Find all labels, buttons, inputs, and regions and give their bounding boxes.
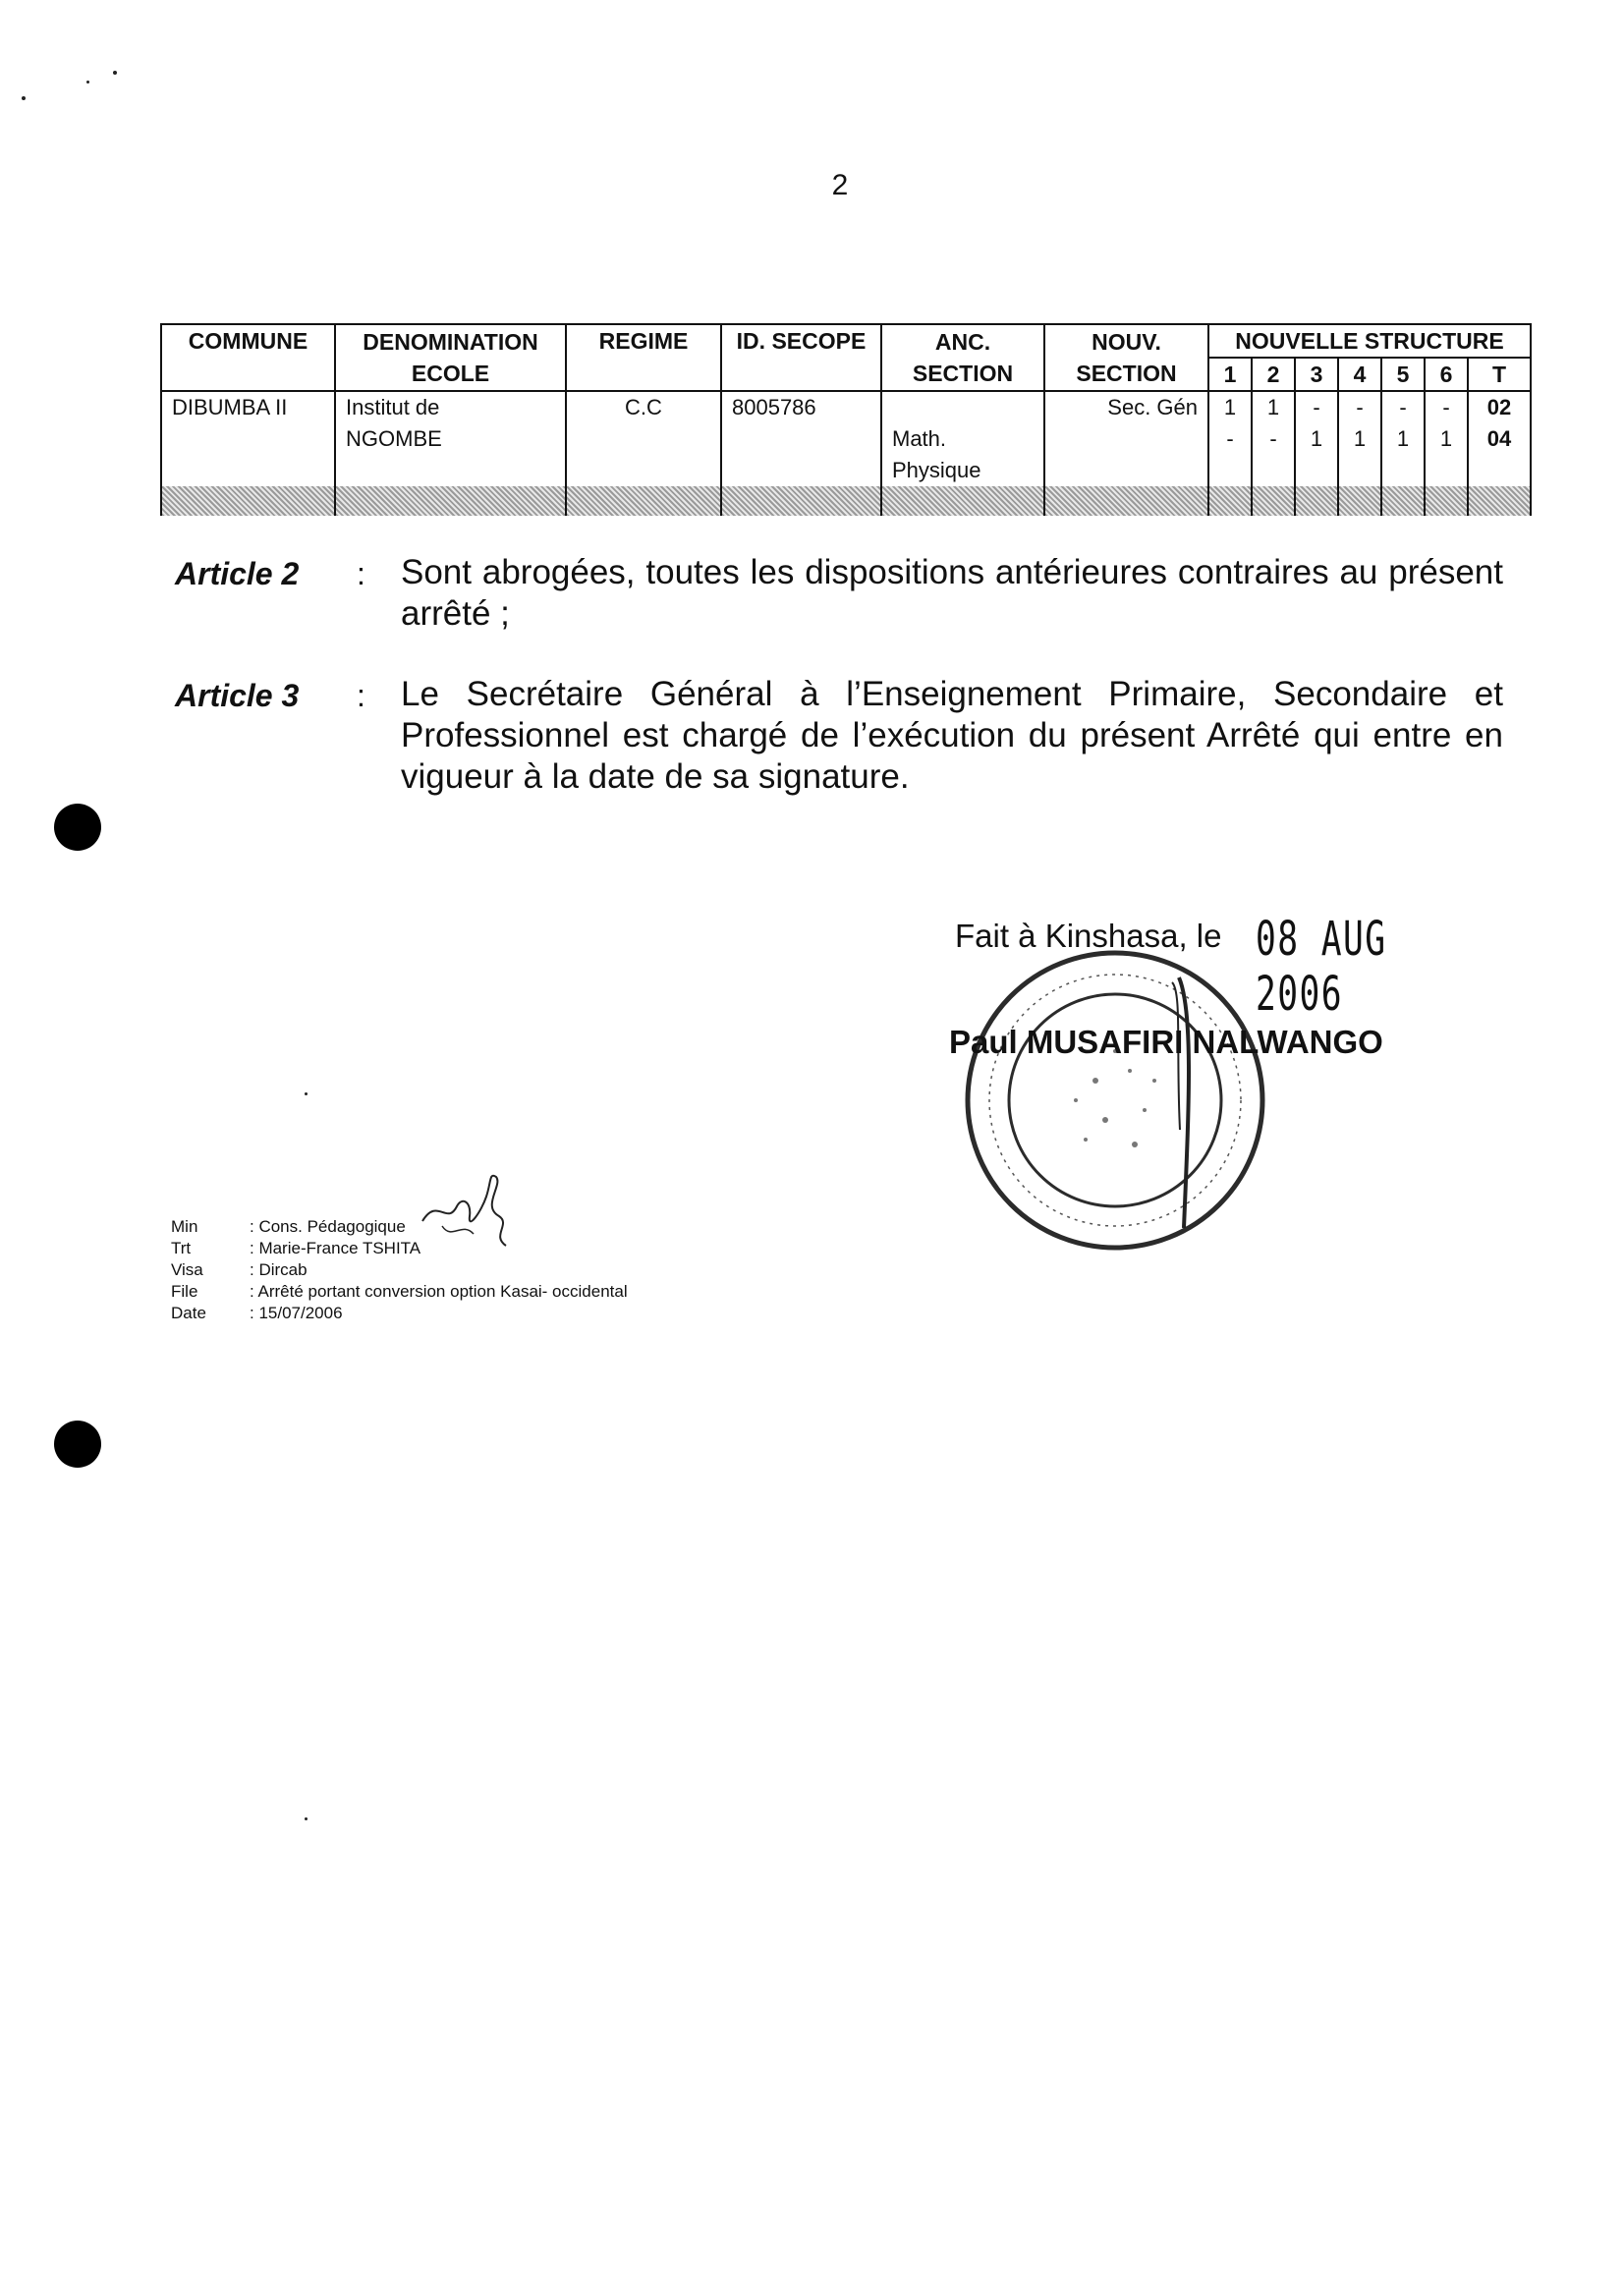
header-commune: COMMUNE xyxy=(161,324,335,391)
signature-block xyxy=(943,904,1533,1277)
scan-speck xyxy=(86,81,89,84)
date-stamp: 08 AUG 2006 xyxy=(1256,912,1387,1022)
cell-struct-total: 02 04 xyxy=(1468,391,1531,486)
header-nouvelle-structure: NOUVELLE STRUCTURE xyxy=(1208,324,1531,358)
header-anc-section: ANC. SECTION xyxy=(881,324,1044,391)
place-date-line: Fait à Kinshasa, le xyxy=(955,918,1222,954)
scan-speck xyxy=(22,96,26,100)
header-nouv-section: NOUV. SECTION xyxy=(1044,324,1208,391)
table-row xyxy=(161,391,1531,486)
page-number: 2 xyxy=(831,169,849,201)
ref-row: File : Arrêté portant conversion option Kasai- occidental xyxy=(171,1282,628,1301)
header-regime: REGIME xyxy=(566,324,721,391)
cell-denomination: Institut de NGOMBE xyxy=(335,391,566,486)
header-col-6: 6 xyxy=(1425,358,1468,391)
cell-id-secope: 8005786 xyxy=(721,391,881,486)
header-id-secope: ID. SECOPE xyxy=(721,324,881,391)
punch-hole-bottom xyxy=(54,1421,101,1468)
scan-speck xyxy=(305,1817,308,1820)
cell-struct-6: - 1 xyxy=(1425,391,1468,486)
cell-anc-section: Math. Physique xyxy=(881,391,1044,486)
cell-struct-1: 1 - xyxy=(1208,391,1252,486)
school-structure-table xyxy=(160,323,1532,516)
cell-struct-5: - 1 xyxy=(1381,391,1425,486)
shaded-total-row xyxy=(161,486,1531,516)
article-label: Article 3 xyxy=(175,678,300,713)
official-seal-icon xyxy=(948,933,1282,1267)
signer-name: Paul MUSAFIRI NALWANGO xyxy=(949,1024,1383,1060)
cell-regime: C.C xyxy=(566,391,721,486)
article-2 xyxy=(175,553,1503,644)
ref-row: Visa : Dircab xyxy=(171,1260,308,1279)
ref-row: Date : 15/07/2006 xyxy=(171,1304,343,1322)
scan-speck xyxy=(305,1092,308,1095)
article-3 xyxy=(175,675,1503,815)
file-references xyxy=(171,1216,628,1324)
header-col-2: 2 xyxy=(1252,358,1295,391)
article-label: Article 2 xyxy=(175,556,300,591)
cell-struct-4: - 1 xyxy=(1338,391,1381,486)
cell-struct-2: 1 - xyxy=(1252,391,1295,486)
punch-hole-top xyxy=(54,804,101,851)
ref-row: Trt : Marie-France TSHITA xyxy=(171,1239,421,1257)
article-colon: : xyxy=(357,556,365,591)
cell-commune: DIBUMBA II xyxy=(161,391,335,486)
header-col-total: T xyxy=(1468,358,1531,391)
article-text: Sont abrogées, toutes les dispositions antérieures contraires au présent arrêté ; xyxy=(401,553,1503,633)
ref-row: Min : Cons. Pédagogique xyxy=(171,1217,406,1236)
cell-struct-3: - 1 xyxy=(1295,391,1338,486)
article-text: Le Secrétaire Général à l’Enseignement Primaire, Secondaire et Professionnel est chargé de l’exécution du présent Arrêté qui entre en vigueur à la date de sa signature. xyxy=(401,675,1503,796)
article-colon: : xyxy=(357,678,365,713)
header-col-5: 5 xyxy=(1381,358,1425,391)
cell-nouv-section: Sec. Gén xyxy=(1044,391,1208,486)
scan-speck xyxy=(113,71,117,75)
header-col-4: 4 xyxy=(1338,358,1381,391)
header-denomination: DENOMINATION ECOLE xyxy=(335,324,566,391)
header-col-1: 1 xyxy=(1208,358,1252,391)
header-col-3: 3 xyxy=(1295,358,1338,391)
